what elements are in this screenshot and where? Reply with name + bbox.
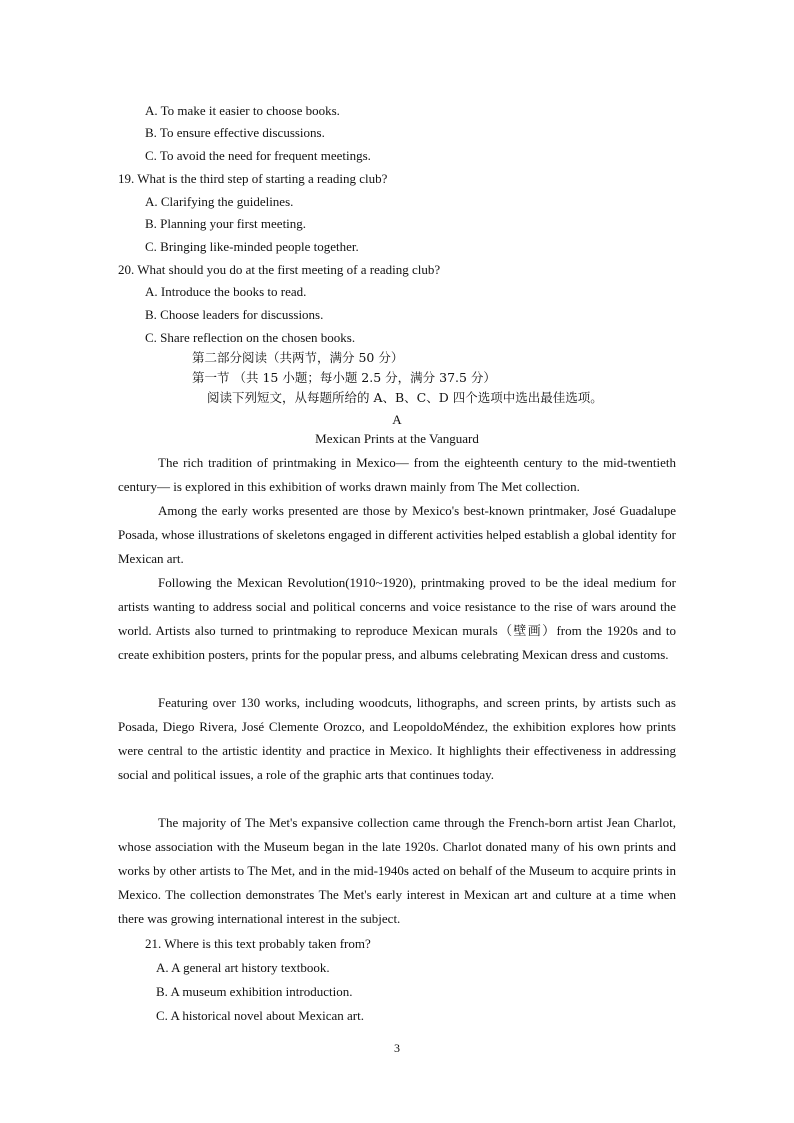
- page-number: 3: [394, 1041, 400, 1055]
- q20-option-c: C. Share reflection on the chosen books.: [145, 330, 356, 345]
- q21-option-c: C. A historical novel about Mexican art.: [156, 1008, 364, 1023]
- passage-letter: A: [392, 412, 402, 427]
- q19-option-a: A. Clarifying the guidelines.: [145, 194, 294, 209]
- q18-option-a: A. To make it easier to choose books.: [145, 103, 340, 118]
- passage-paragraph-2: Among the early works presented are those by Mexico's best-known printmaker, José Guadalupe Posada, whose illustrations of skeletons engaged in different activities helped establish a global identity for Mexican art.: [118, 503, 676, 566]
- subsection-heading: 第一节 （共 15 小题；每小题 2.5 分，满分 37.5 分）: [192, 370, 496, 385]
- q20-option-b: B. Choose leaders for discussions.: [145, 307, 324, 322]
- q21-option-b: B. A museum exhibition introduction.: [156, 984, 353, 999]
- passage-paragraph-1: The rich tradition of printmaking in Mexico— from the eighteenth century to the mid-twentieth century— is explored in this exhibition of works drawn mainly from The Met collection.: [118, 455, 676, 494]
- q19-option-c: C. Bringing like-minded people together.: [145, 239, 359, 254]
- q19-option-b: B. Planning your first meeting.: [145, 216, 307, 231]
- q18-option-b: B. To ensure effective discussions.: [145, 125, 325, 140]
- q21-question: 21. Where is this text probably taken from?: [145, 936, 371, 951]
- q19-question: 19. What is the third step of starting a reading club?: [118, 171, 388, 186]
- passage-paragraph-3: Following the Mexican Revolution(1910~1920), printmaking proved to be the ideal medium for artists wanting to address social and political concerns and voice resistance to the rise of wars around the world. Artists also turned to printmaking to reproduce Mexican murals（壁画）from the 1920s and to create exhibition posters, prints for the popular press, and albums celebrating Mexican dress and customs.: [118, 575, 676, 662]
- passage-title: Mexican Prints at the Vanguard: [315, 431, 479, 446]
- q20-option-a: A. Introduce the books to read.: [145, 284, 307, 299]
- passage-paragraph-5: The majority of The Met's expansive collection came through the French-born artist Jean Charlot, whose association with the Museum began in the late 1920s. Charlot donated many of his own prints and works by other artists to The Met, and in the mid-1940s acted on behalf of the Museum to acquire prints in Mexico. The collection demonstrates The Met's early interest in Mexican art and culture at a time when there was growing international interest in the subject.: [118, 815, 676, 926]
- q18-option-c: C. To avoid the need for frequent meetings.: [145, 148, 371, 163]
- q20-question: 20. What should you do at the first meeting of a reading club?: [118, 262, 441, 277]
- q21-option-a: A. A general art history textbook.: [156, 960, 330, 975]
- part-heading: 第二部分阅读（共两节，满分 50 分）: [192, 350, 404, 365]
- passage-paragraph-4: Featuring over 130 works, including woodcuts, lithographs, and screen prints, by artists such as Posada, Diego Rivera, José Clemente Orozco, and LeopoldoMéndez, the exhibition explores how prints were central to the artistic identity and practice in Mexico. It highlights their effectiveness in addressing social and political issues, a role of the graphic arts that continues today.: [118, 695, 676, 782]
- instruction: 阅读下列短文，从每题所给的 A、B、C、D 四个选项中选出最佳选项。: [207, 390, 603, 405]
